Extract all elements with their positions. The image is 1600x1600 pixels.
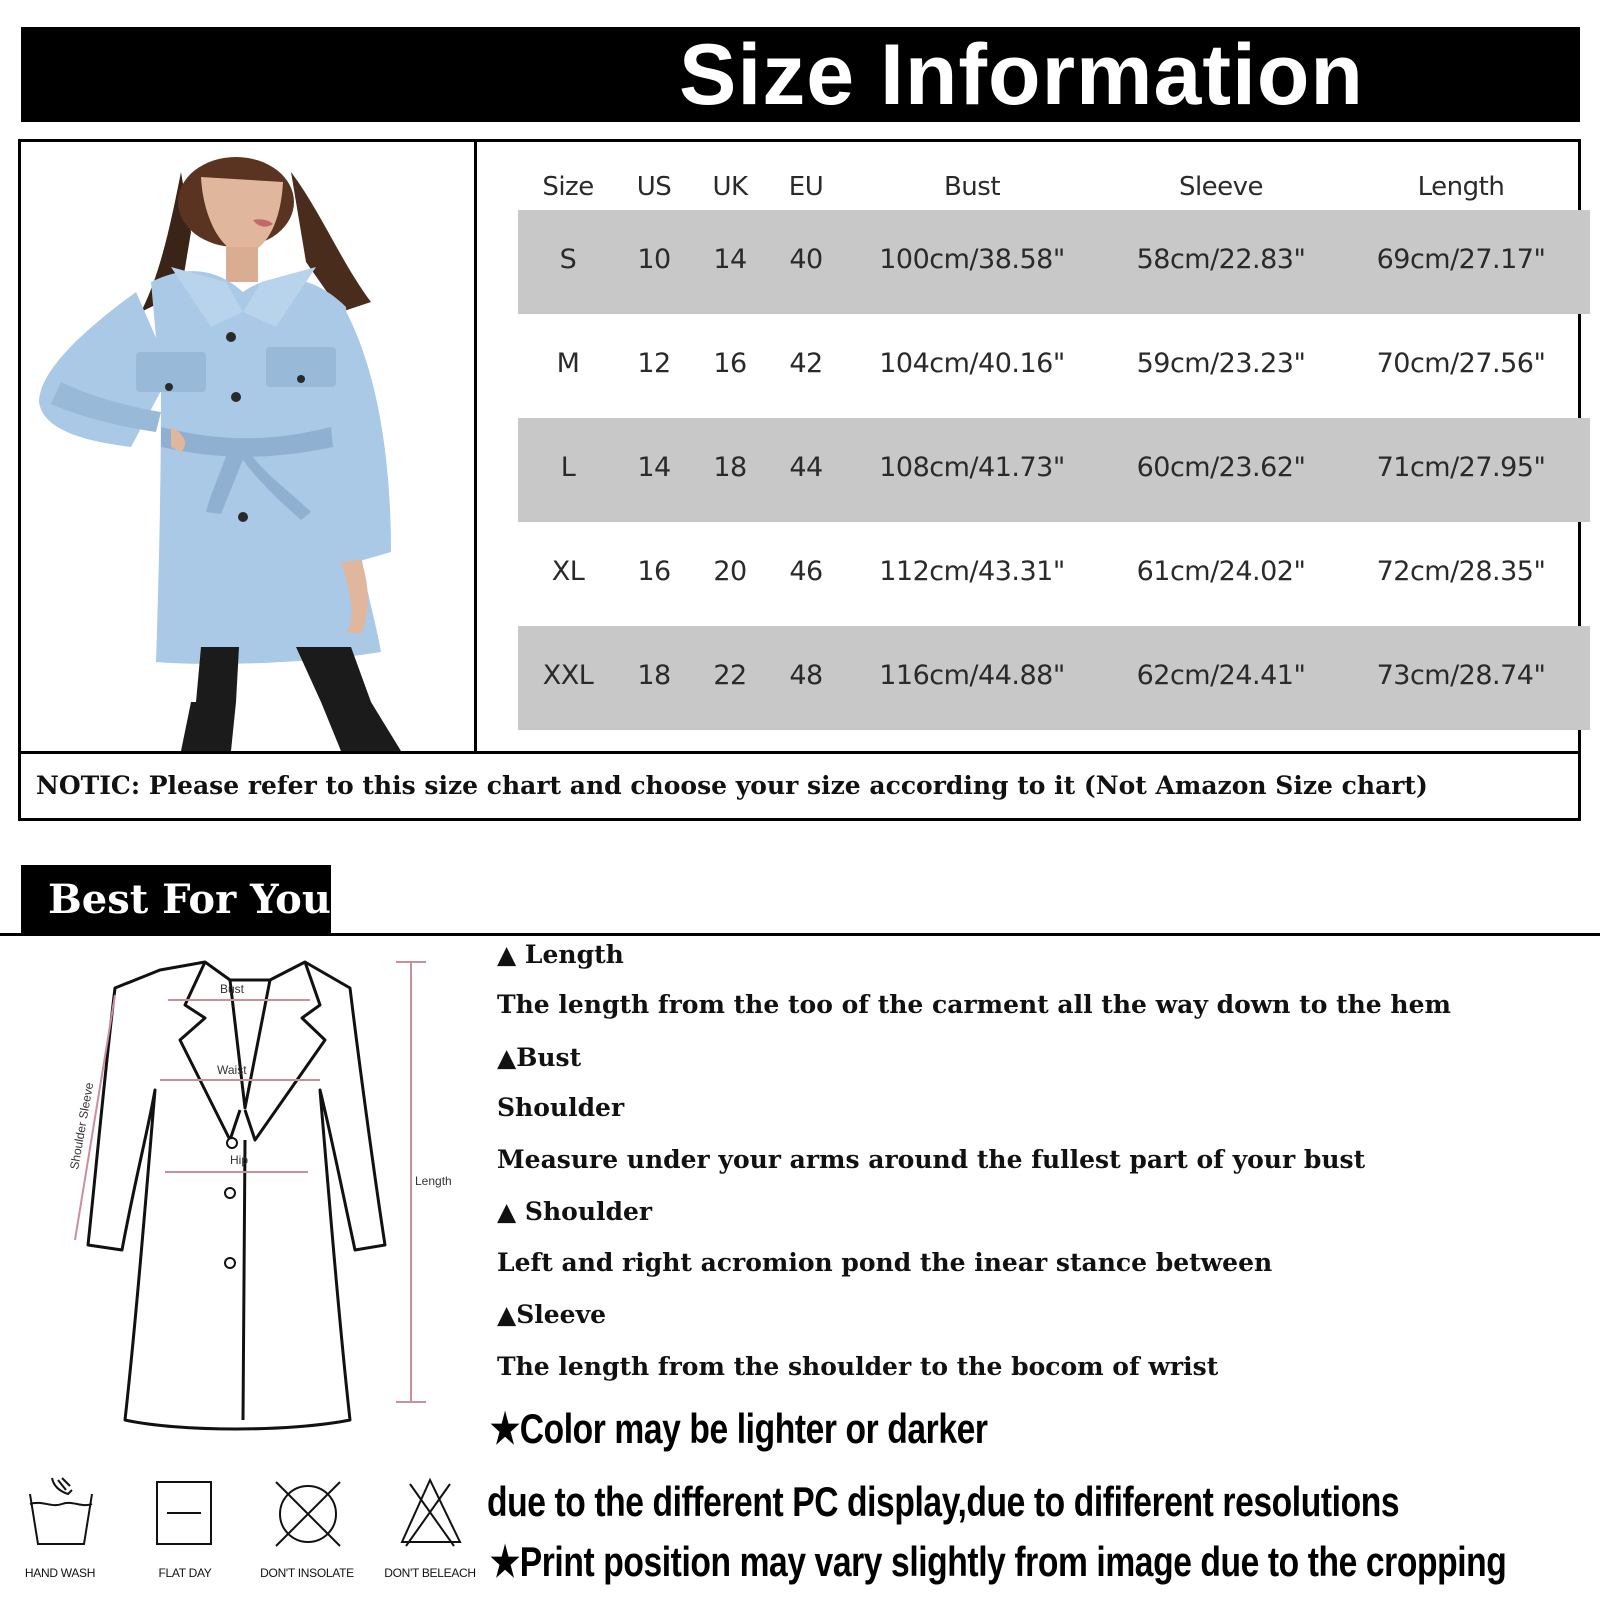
table-row — [518, 522, 1590, 626]
cell-size: M — [556, 348, 580, 379]
header-us: US — [636, 172, 672, 202]
section-label: Best For You — [21, 865, 331, 935]
desc-heading-shoulder: ▲ Shoulder — [497, 1197, 653, 1226]
cell-size: XXL — [542, 660, 594, 691]
cell-bust: 100cm/38.58" — [879, 244, 1065, 275]
desc-text-shoulder: Left and right acromion pond the inear stance between — [497, 1248, 1273, 1277]
hand-wash-icon — [22, 1474, 102, 1554]
cell-us: 18 — [637, 660, 671, 691]
cell-length: 73cm/28.74" — [1376, 660, 1546, 691]
diagram-label-bust: Bust — [220, 982, 245, 996]
cell-us: 14 — [637, 452, 671, 483]
diagram-label-waist: Waist — [217, 1063, 247, 1077]
cell-uk: 20 — [713, 556, 747, 587]
cell-bust: 104cm/40.16" — [879, 348, 1065, 379]
cell-size: L — [560, 452, 576, 483]
desc-text-sleeve: The length from the shoulder to the bocom of wrist — [497, 1352, 1219, 1381]
size-notice: NOTIC: Please refer to this size chart and choose your size according to it (Not Amazon Size chart) — [21, 751, 1578, 818]
note-print-position: ★Print position may vary slightly from image due to the cropping — [490, 1538, 1507, 1585]
size-chart-frame — [18, 139, 1581, 821]
cell-eu: 40 — [789, 244, 823, 275]
cell-length: 69cm/27.17" — [1376, 244, 1546, 275]
cell-us: 12 — [637, 348, 671, 379]
diagram-label-shoulder-sleeve: Shoulder Sleeve — [67, 1081, 97, 1171]
product-photo-cell — [21, 142, 477, 754]
cell-uk: 18 — [713, 452, 747, 483]
page-title: Size Information — [679, 27, 1364, 123]
cell-size: S — [559, 244, 577, 275]
header-eu: EU — [788, 172, 824, 202]
header-length: Length — [1417, 172, 1505, 202]
cell-length: 72cm/28.35" — [1376, 556, 1546, 587]
header-bust: Bust — [943, 172, 1001, 202]
diagram-label-hip: Hip — [230, 1153, 249, 1167]
section-divider — [0, 933, 1600, 936]
flat-dry-icon — [145, 1474, 225, 1554]
table-row — [518, 314, 1590, 418]
cell-length: 71cm/27.95" — [1376, 452, 1546, 483]
dont-insolate-icon — [268, 1474, 348, 1554]
cell-eu: 48 — [789, 660, 823, 691]
cell-bust: 112cm/43.31" — [879, 556, 1065, 587]
desc-text-length: The length from the too of the carment all the way down to the hem — [497, 990, 1451, 1019]
cell-uk: 14 — [713, 244, 747, 275]
product-photo — [21, 142, 474, 751]
table-row — [518, 418, 1590, 522]
header-uk: UK — [712, 172, 748, 202]
cell-sleeve: 61cm/24.02" — [1136, 556, 1306, 587]
note-color: ★Color may be lighter or darker — [490, 1405, 988, 1452]
desc-heading-bust: ▲Bust — [497, 1043, 582, 1072]
cell-bust: 108cm/41.73" — [879, 452, 1065, 483]
header-sleeve: Sleeve — [1178, 172, 1264, 202]
table-row — [518, 626, 1590, 730]
cell-bust: 116cm/44.88" — [879, 660, 1065, 691]
desc-heading-sleeve: ▲Sleeve — [497, 1300, 607, 1329]
note-display: due to the different PC display,due to dififerent resolutions — [487, 1478, 1400, 1525]
desc-text-bust-shoulder: Shoulder — [497, 1093, 625, 1122]
cell-uk: 16 — [713, 348, 747, 379]
cell-sleeve: 58cm/22.83" — [1136, 244, 1306, 275]
coat-measure-diagram — [40, 950, 480, 1450]
care-label-flat-dry: FLAT DAY — [158, 1566, 212, 1580]
cell-eu: 42 — [789, 348, 823, 379]
cell-sleeve: 62cm/24.41" — [1136, 660, 1306, 691]
cell-us: 10 — [637, 244, 671, 275]
cell-eu: 46 — [789, 556, 823, 587]
cell-us: 16 — [637, 556, 671, 587]
diagram-label-length: Length — [415, 1174, 452, 1188]
cell-size: XL — [551, 556, 585, 587]
cell-sleeve: 59cm/23.23" — [1136, 348, 1306, 379]
care-label-hand-wash: HAND WASH — [24, 1566, 96, 1580]
table-row — [518, 210, 1590, 314]
dont-bleach-icon — [392, 1474, 472, 1554]
cell-uk: 22 — [713, 660, 747, 691]
cell-eu: 44 — [789, 452, 823, 483]
cell-length: 70cm/27.56" — [1376, 348, 1546, 379]
desc-text-bust: Measure under your arms around the fullest part of your bust — [497, 1145, 1366, 1174]
care-label-dont-bleach: DON'T BELEACH — [384, 1566, 476, 1580]
header-size: Size — [542, 172, 594, 202]
size-table — [496, 142, 1576, 750]
title-banner — [21, 27, 1580, 122]
care-label-dont-insolate: DON'T INSOLATE — [260, 1566, 354, 1580]
cell-sleeve: 60cm/23.62" — [1136, 452, 1306, 483]
desc-heading-length: ▲ Length — [497, 940, 624, 969]
